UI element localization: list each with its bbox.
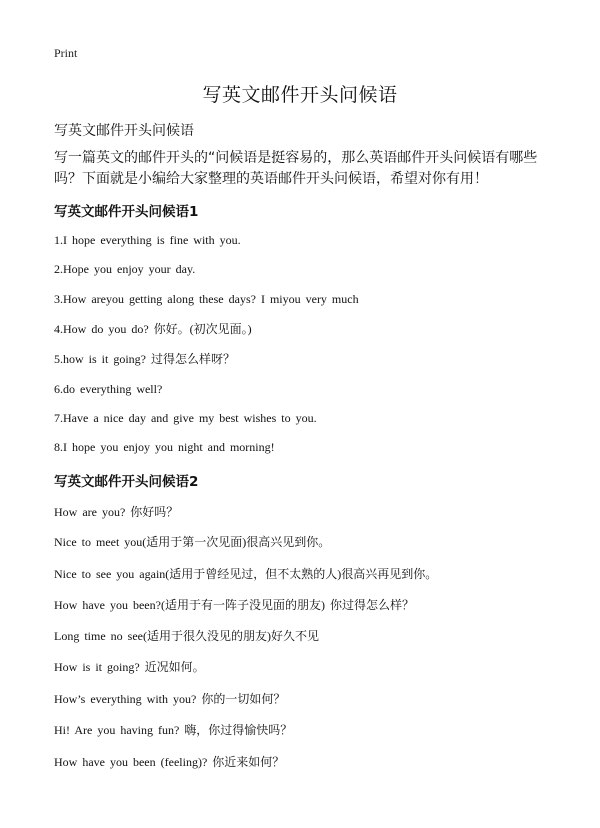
list-item: Hi! Are you having fun? 嗨，你过得愉快吗？ (54, 723, 293, 737)
list-item: How is it going? 近况如何。 (54, 660, 205, 674)
document-title: 写英文邮件开头问候语 (202, 84, 398, 106)
list-item: How are you? 你好吗？ (54, 505, 179, 519)
list-item: 3.How areyou getting along these days? I miyou very much (54, 292, 359, 306)
list-item: 8.I hope you enjoy you night and morning! (54, 440, 275, 454)
list-item: How’s everything with you? 你的一切如何？ (54, 692, 286, 706)
list-item: How have you been?(适用于有一阵子没见面的朋友) 你过得怎么样？ (54, 598, 414, 612)
list-item: 2.Hope you enjoy your day. (54, 262, 196, 276)
list-item: 7.Have a nice day and give my best wishes to you. (54, 411, 317, 425)
print-link[interactable]: Print (54, 46, 78, 60)
list-item: 4.How do you do? 你好。(初次见面。) (54, 322, 252, 336)
list-item: 5.how is it going? 过得怎么样呀？ (54, 352, 235, 366)
list-item: 1.I hope everything is fine with you. (54, 233, 241, 247)
subtitle: 写英文邮件开头问候语 (54, 123, 194, 139)
list-item: Nice to meet you(适用于第一次见面)很高兴见到你。 (54, 535, 331, 549)
list-item: 6.do everything well? (54, 382, 163, 396)
intro-paragraph: 写一篇英文的邮件开头的“问候语是挺容易的，那么英语邮件开头问候语有哪些吗？下面就是小编给大家整理的英语邮件开头问候语，希望对你有用！ (54, 150, 538, 187)
list-item: Nice to see you again(适用于曾经见过，但不太熟的人)很高兴再见到你。 (54, 567, 438, 581)
list-item: Long time no see(适用于很久没见的朋友)好久不见 (54, 629, 319, 643)
section-heading-1: 写英文邮件开头问候语1 (54, 204, 199, 220)
section-heading-2: 写英文邮件开头问候语2 (54, 474, 199, 490)
list-item: How have you been (feeling)? 你近来如何？ (54, 755, 285, 769)
